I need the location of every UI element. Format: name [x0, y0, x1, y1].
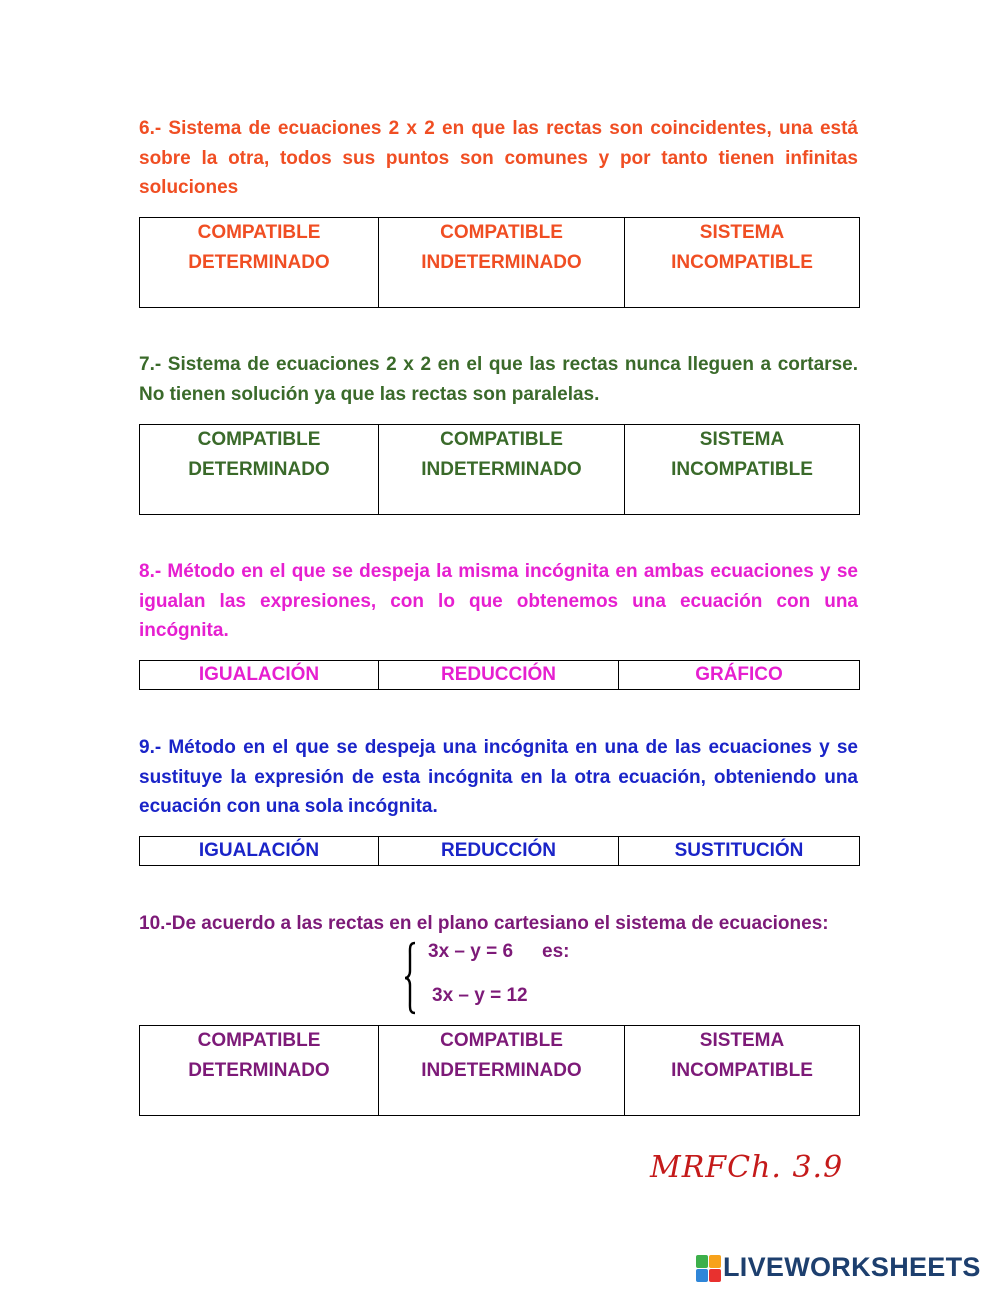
option-reduccion[interactable]: REDUCCIÓN — [379, 837, 619, 866]
option-igualacion[interactable]: IGUALACIÓN — [140, 661, 379, 690]
option-compatible-indeterminado[interactable]: COMPATIBLE INDETERMINADO — [379, 1026, 625, 1116]
option-compatible-determinado[interactable]: COMPATIBLE DETERMINADO — [140, 218, 379, 308]
question-9-options — [139, 836, 860, 866]
question-6-text: 6.- Sistema de ecuaciones 2 x 2 en que las rectas son coincidentes, una está sobre la otra, todos sus puntos son comunes y por tanto tienen infinitas soluciones — [139, 118, 858, 198]
equation-brace — [403, 941, 417, 1015]
option-sustitucion[interactable]: SUSTITUCIÓN — [619, 837, 860, 866]
question-10-options — [139, 1025, 860, 1116]
equation-2: 3x – y = 12 — [432, 985, 528, 1006]
option-sistema-incompatible[interactable]: SISTEMA INCOMPATIBLE — [625, 218, 860, 308]
option-compatible-indeterminado[interactable]: COMPATIBLE INDETERMINADO — [379, 218, 625, 308]
question-9-text: 9.- Método en el que se despeja una incógnita en una de las ecuaciones y se sustituye la expresión de esta incógnita en la otra ecuación, obteniendo una ecuación con una sola incógnita. — [139, 737, 858, 817]
option-compatible-indeterminado[interactable]: COMPATIBLE INDETERMINADO — [379, 425, 625, 515]
question-8-text: 8.- Método en el que se despeja la misma incógnita en ambas ecuaciones y se igualan las expresiones, con lo que obtenemos una ecuación con una incógnita. — [139, 561, 858, 641]
liveworksheets-logo[interactable] — [696, 1252, 981, 1283]
equation-es-label: es: — [542, 941, 570, 962]
option-reduccion[interactable]: REDUCCIÓN — [379, 661, 619, 690]
question-10-text: 10.-De acuerdo a las rectas en el plano cartesiano el sistema de ecuaciones: — [139, 913, 829, 934]
author-signature: MRFCh. 3.9 — [650, 1150, 844, 1185]
option-compatible-determinado[interactable]: COMPATIBLE DETERMINADO — [140, 425, 379, 515]
liveworksheets-logo-icon — [696, 1255, 720, 1281]
option-sistema-incompatible[interactable]: SISTEMA INCOMPATIBLE — [625, 1026, 860, 1116]
option-igualacion[interactable]: IGUALACIÓN — [140, 837, 379, 866]
liveworksheets-logo-text: LIVEWORKSHEETS — [723, 1252, 981, 1282]
question-6-options — [139, 217, 860, 308]
option-sistema-incompatible[interactable]: SISTEMA INCOMPATIBLE — [625, 425, 860, 515]
equation-1: 3x – y = 6 — [428, 941, 514, 962]
option-grafico[interactable]: GRÁFICO — [619, 661, 860, 690]
question-7-options — [139, 424, 860, 515]
question-8-options — [139, 660, 860, 690]
question-7-text: 7.- Sistema de ecuaciones 2 x 2 en el que las rectas nunca lleguen a cortarse. No tienen solución ya que las rectas son paralelas. — [139, 354, 858, 405]
option-compatible-determinado[interactable]: COMPATIBLE DETERMINADO — [140, 1026, 379, 1116]
